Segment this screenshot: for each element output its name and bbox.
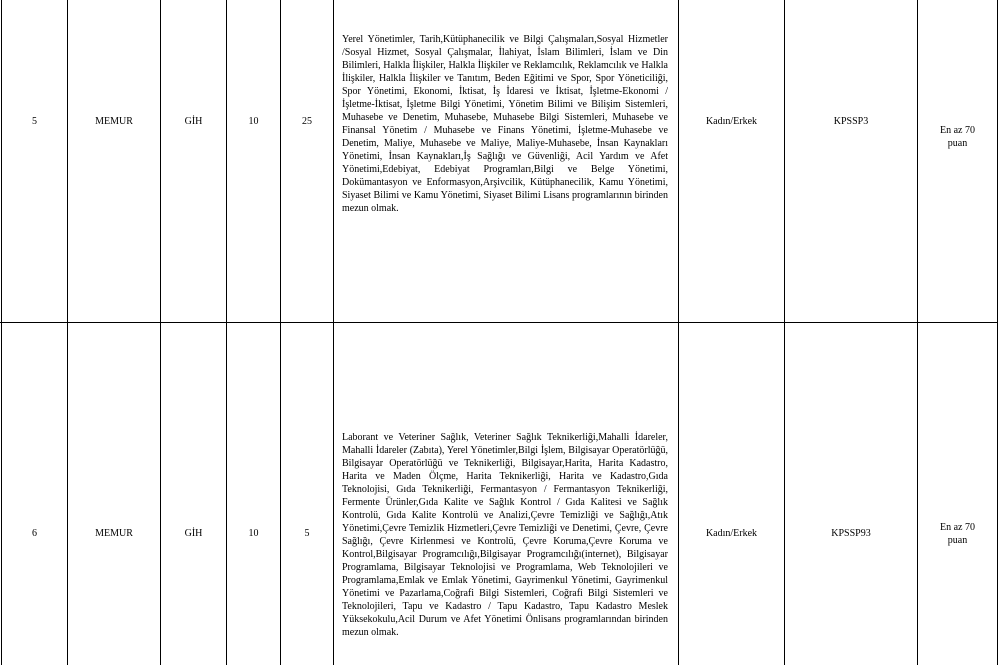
sinif-cell: GİH: [184, 528, 203, 539]
row-number: 5: [32, 116, 37, 127]
derece-cell: 10: [248, 528, 259, 539]
kpss-cell: KPSSP93: [831, 528, 871, 539]
puan-unit: puan: [947, 138, 968, 149]
kadro-cell: MEMUR: [95, 116, 133, 127]
row-number: 6: [32, 528, 37, 539]
derece-cell: 10: [248, 116, 259, 127]
puan-unit: puan: [947, 535, 968, 546]
adet-cell: 5: [304, 528, 310, 539]
kadro-cell: MEMUR: [95, 528, 133, 539]
puan-cell: [918, 124, 997, 150]
puan-cell: [918, 521, 997, 547]
nitelik-cell: Laborant ve Veteriner Sağlık, Veteriner Sağlık Teknikerliği,Mahalli İdareler, Mahalli İdareler (Zabıta), Yerel Yönetimler,Bilgi İşlem, Bilgisayar Operatörlüğü, Bilgisayar Operatörlüğü ve Teknikerliği, Bilgisayar,Harita, Harita Kadastro, Harita ve Maden Ölçme, Harita Teknikerliği, Harita ve Kadastro,Gıda Teknolojisi, Gıda Teknikerliği, Fermantasyon / Fermantasyon Teknikerliği, Fermente Ürünler,Gıda Kalite ve Sağlık Kontrol / Gıda Kalitesi ve Sağlık Kontrolü, Gıda Kalite Kontrolü ve Analizi,Çevre Temizliği ve Sağlığı,Atık Yönetimi,Çevre Temizlik Hizmetleri,Çevre Temizliği ve Denetimi, Çevre, Çevre Sağlığı, Çevre Kirlenmesi ve Kontrolü, Çevre Koruma,Çevre Koruma ve Kontrol,Bilgisayar Programcılığı,Bilgisayar Programcılığı(internet), Bilgisayar Programlama, Bilgisayar Teknolojisi ve Programlama, Web Teknolojileri ve Programlama,Emlak ve Emlak Yönetimi, Gayrimenkul Yönetimi, Gayrimenkul Yönetimi ve Pazarlama,Coğrafi Bilgi Sistemleri, Coğrafi Bilgi Sistemleri ve Teknolojileri, Tapu ve Kadastro / Tapu Kadastro, Tapu Kadastro Meslek Yüksekokulu,Acil Durum ve Afet Yönetimi Önlisans programlarından birinden mezun olmak.: [342, 432, 668, 638]
puan-line: En az 70: [940, 125, 975, 136]
sinif-cell: GİH: [184, 116, 203, 127]
puan-line: En az 70: [940, 522, 975, 533]
nitelik-cell: Yerel Yönetimler, Tarih,Kütüphanecilik ve Bilgi Çalışmaları,Sosyal Hizmetler /Sosyal Hizmet, Sosyal Çalışmalar, İlahiyat, İslam Bilimleri, İslam ve Din Bilimleri, Halkla İlişkiler, Halkla İlişkiler ve Reklamcılık, Reklamcılık ve Halkla İlişkiler, Halkla İlişkiler ve Tanıtım, Beden Eğitimi ve Spor, Spor Yöneticiliği, Spor Yönetimi, Ekonomi, İktisat, İş İdaresi ve İktisat, İşletme-Ekonomi / İşletme-İktisat, İşletme Bilgi Yönetimi, Yönetim Bilimi ve Bilişim Sistemleri, Muhasebe ve Denetim, Muhasebe, Muhasebe Bilgi Sistemleri, Muhasebe ve Finansal Yönetim / Muhasebe ve Finans Yönetimi, İşletme-Muhasebe ve Denetim, Maliye, Muhasebe ve Maliye, Maliye-Muhasebe, İnsan Kaynakları Yönetimi, İnsan Kaynakları,İş Sağlığı ve Güvenliği, Acil Yardım ve Afet Yönetimi,Edebiyat, Edebiyat Programları,Bilgi ve Belge Yönetimi, Dokümantasyon ve Enformasyon,Arşivcilik, Kütüphanecilik, Kamu Yönetimi, Siyaset Bilimi ve Kamu Yönetimi, Siyaset Bilimi Lisans programlarının birinden mezun olmak.: [342, 34, 668, 214]
adet-cell: 25: [302, 116, 312, 127]
cinsiyet-cell: Kadın/Erkek: [705, 528, 758, 539]
kpss-cell: KPSSP3: [833, 116, 869, 127]
cinsiyet-cell: Kadın/Erkek: [705, 116, 758, 127]
